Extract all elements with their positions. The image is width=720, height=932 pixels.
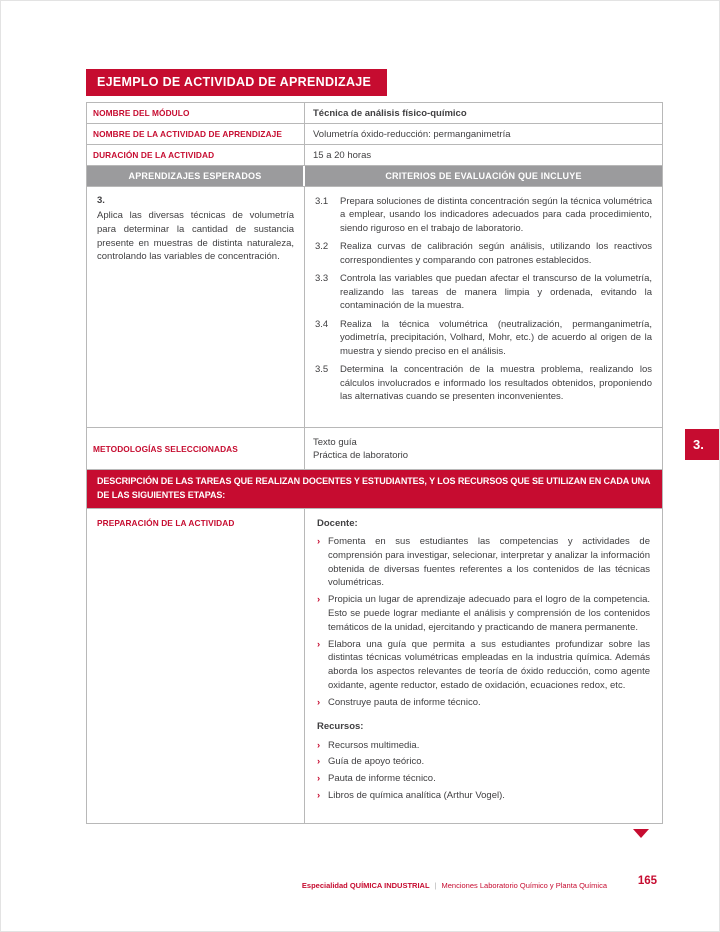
continuation-arrow-icon [633, 829, 649, 838]
criteria-list [305, 187, 662, 427]
criteria-item [315, 272, 652, 312]
section-tab [685, 429, 719, 460]
docente-item-text: Construye pauta de informe técnico. [328, 696, 481, 708]
criteria-item-text: Determina la concentración de la muestra problema, realizando los cálculos involucrados e informado los resultados obtenidos, proponiendo las alternativas cuando se presenten inconvenientes. [340, 364, 652, 403]
criteria-item [315, 195, 652, 235]
recursos-item-text: Guía de apoyo teórico. [328, 756, 425, 768]
chevron-bullet-icon: › [317, 536, 321, 548]
expected-learning-cell [87, 187, 305, 427]
page-title [86, 69, 387, 96]
docente-item [317, 696, 650, 710]
activity-name-value: Volumetría óxido-reducción: permanganimetría [313, 128, 511, 140]
description-header-text: DESCRIPCIÓN DE LAS TAREAS QUE REALIZAN DOCENTES Y ESTUDIANTES, Y LOS RECURSOS QUE SE UTILIZAN EN CADA UNA DE LAS SIGUIENTES ETAPAS: [97, 476, 651, 500]
table-header-row [87, 166, 662, 187]
docente-item-text: Fomenta en sus estudiantes las competencias y actividades de comprensión para investigar, selecionar, interpretar y analizar la información obtenida de diversas fuentes referentes a los contenidos de las técnicas volumétricas. [328, 536, 650, 589]
expected-learning-text: Aplica las diversas técnicas de volumetría para determinar la cantidad de sustancia presente en muestras de distinta naturaleza, controlando las variables de concentración. [97, 210, 294, 263]
recursos-item-text: Recursos multimedia. [328, 739, 420, 751]
duration-row [87, 145, 662, 166]
chevron-bullet-icon: › [317, 789, 321, 801]
page-number: 165 [637, 875, 657, 887]
criteria-item-number: 3.2 [315, 241, 329, 253]
activity-table [86, 102, 663, 824]
activity-name-row [87, 124, 662, 145]
docente-item [317, 638, 650, 693]
criteria-item [315, 363, 652, 403]
table-continuation [86, 824, 663, 842]
criteria-item-number: 3.4 [315, 318, 329, 330]
page-title-text: EJEMPLO DE ACTIVIDAD DE APRENDIZAJE [97, 75, 372, 89]
docente-list [317, 535, 650, 709]
docente-item-text: Propicia un lugar de aprendizaje adecuado para el logro de la competencia. Esto se puede lograr mediante el análisis y comprensión de los contenidos temáticos de la unidad, ejercitando y practicando de manera permanente. [328, 594, 650, 633]
methodologies-label: METODOLOGÍAS SELECCIONADAS [87, 428, 305, 469]
chevron-bullet-icon: › [317, 756, 321, 768]
recursos-item-text: Pauta de informe técnico. [328, 773, 436, 785]
footer-specialty: Especialidad QUÍMICA INDUSTRIAL [301, 881, 430, 890]
recursos-list [317, 739, 650, 803]
recursos-heading: Recursos: [317, 721, 364, 733]
docente-item-text: Elabora una guía que permita a sus estudiantes profundizar sobre las distintas técnicas volumétricas empleadas en la industria química. Además aborda los aspectos relevantes de teoría de óxido reducción, como agente oxidante, agente reductor, estado de oxidación, ecuaciones redox, etc. [328, 638, 650, 691]
criteria-header: CRITERIOS DE EVALUACIÓN QUE INCLUYE [305, 166, 662, 186]
chevron-bullet-icon: › [317, 638, 321, 650]
chevron-bullet-icon: › [317, 739, 321, 751]
methodologies-row [87, 428, 662, 470]
activity-name-label: NOMBRE DE LA ACTIVIDAD DE APRENDIZAJE [87, 124, 305, 144]
footer-mentions: Menciones Laboratorio Químico y Planta Química [441, 881, 607, 890]
recursos-item [317, 739, 650, 753]
criteria-item-text: Realiza la técnica volumétrica (neutralización, permanganimetría, yodimetría, precipitación, Volhard, Mohr, etc.) de acuerdo al origen de la muestra y siendo preciso en el análisis. [340, 318, 652, 357]
duration-value: 15 a 20 horas [313, 149, 372, 161]
section-tab-label: 3. [693, 437, 704, 452]
methodology-item: Práctica de laboratorio [313, 449, 409, 461]
learning-criteria-row [87, 187, 662, 428]
module-name-label: NOMBRE DEL MÓDULO [87, 103, 305, 123]
module-name-row [87, 103, 662, 124]
duration-label: DURACIÓN DE LA ACTIVIDAD [87, 145, 305, 165]
chevron-bullet-icon: › [317, 696, 321, 708]
chevron-bullet-icon: › [317, 773, 321, 785]
preparation-row [87, 509, 662, 823]
docente-item [317, 535, 650, 590]
module-name-value: Técnica de análisis físico-químico [313, 107, 467, 119]
recursos-item-text: Libros de química analítica (Arthur Vogel). [328, 789, 505, 801]
criteria-item [315, 240, 652, 267]
criteria-item-text: Realiza curvas de calibración según análisis, utilizando los reactivos correspondientes y comparando con patrones establecidos. [340, 241, 652, 266]
expected-learning-number: 3. [97, 195, 105, 206]
criteria-item-text: Prepara soluciones de distinta concentración según la técnica volumétrica a emplear, usando los indicadores adecuados para cada procedimiento, siendo riguroso en el trabajo de laboratorio. [340, 196, 652, 234]
methodology-item: Texto guía [313, 436, 357, 448]
criteria-item-number: 3.1 [315, 196, 329, 207]
preparation-label: PREPARACIÓN DE LA ACTIVIDAD [87, 509, 305, 823]
page-footer [302, 881, 607, 890]
expected-learning-header: APRENDIZAJES ESPERADOS [87, 166, 305, 186]
criteria-item-number: 3.5 [315, 364, 329, 376]
recursos-item [317, 772, 650, 786]
criteria-item-number: 3.3 [315, 273, 329, 285]
criteria-item-text: Controla las variables que puedan afectar el transcurso de la volumetría, realizando las tareas de manera limpia y ordenada, evitando la contaminación de la muestra. [340, 273, 652, 312]
recursos-item [317, 789, 650, 803]
docente-item [317, 593, 650, 634]
docente-heading: Docente: [317, 517, 358, 529]
methodologies-values [305, 428, 662, 469]
document-content [86, 69, 663, 842]
footer-separator: | [434, 881, 437, 890]
preparation-content [305, 509, 662, 823]
recursos-item [317, 755, 650, 769]
description-header-bar [87, 470, 662, 509]
criteria-item [315, 318, 652, 358]
chevron-bullet-icon: › [317, 594, 321, 606]
